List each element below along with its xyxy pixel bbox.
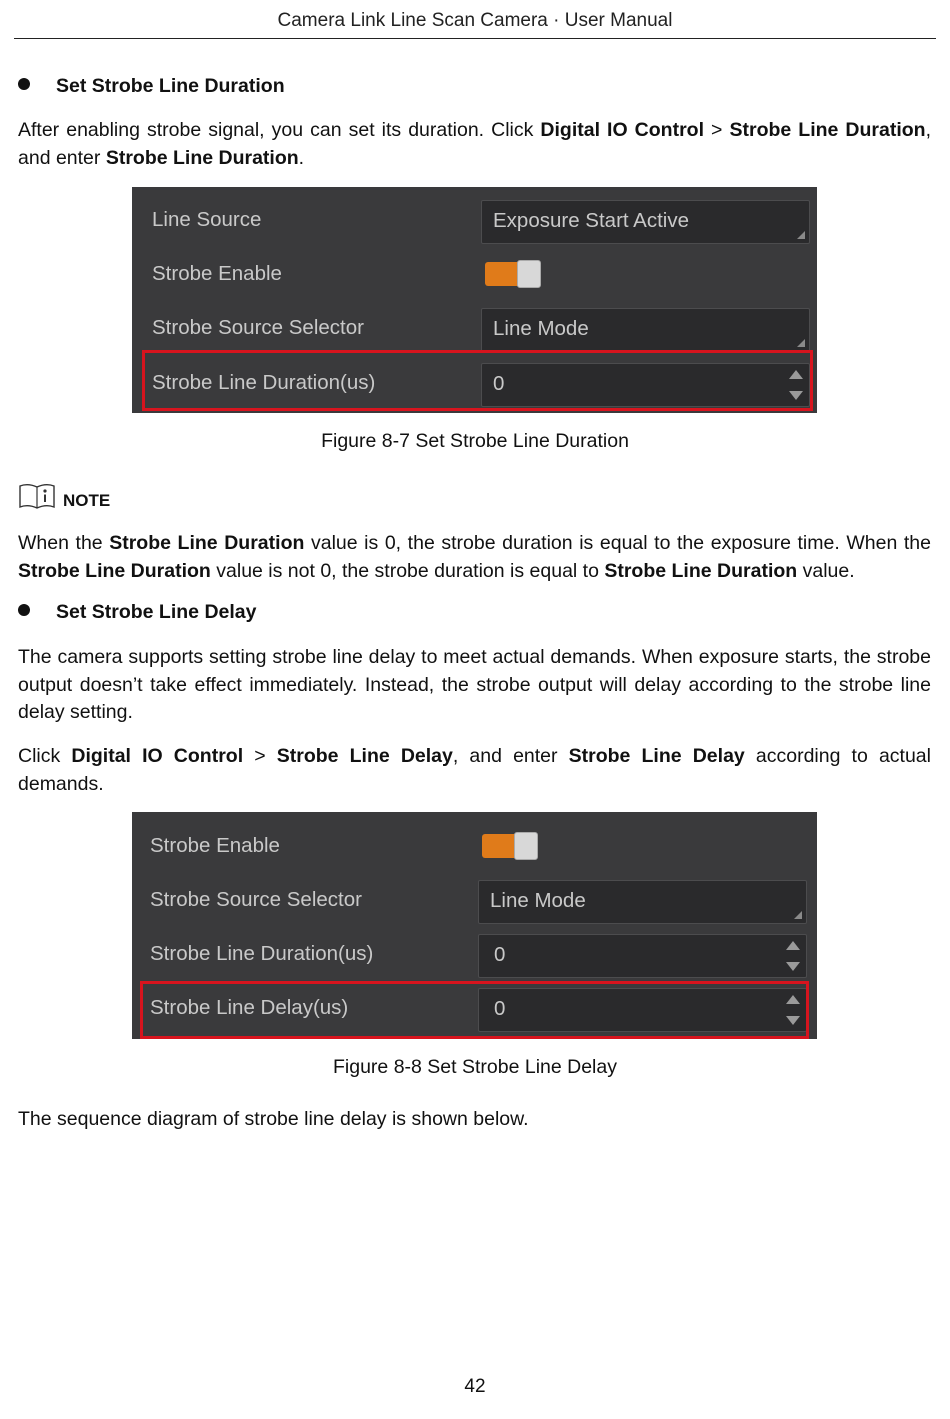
bold-run: Strobe Line Duration bbox=[109, 532, 305, 554]
section-heading-duration bbox=[18, 75, 918, 98]
text-run: value is not 0, the strobe duration is equal to bbox=[210, 559, 605, 582]
row-strobe-enable bbox=[132, 247, 817, 301]
text-run: . bbox=[298, 146, 305, 169]
strobe-line-delay-spinbox[interactable] bbox=[478, 988, 807, 1032]
row-strobe-line-delay bbox=[132, 981, 817, 1035]
line-source-dropdown[interactable] bbox=[481, 200, 810, 244]
toggle-track bbox=[485, 262, 521, 286]
text-run: , and enter bbox=[452, 745, 569, 767]
spin-arrows-icon[interactable] bbox=[789, 370, 803, 400]
page-number: 42 bbox=[464, 1376, 486, 1397]
row-label: Strobe Line Duration(us) bbox=[152, 371, 376, 394]
text-run: according to actual demands. bbox=[18, 745, 931, 795]
dropdown-value: Line Mode bbox=[490, 889, 586, 912]
closing-paragraph: The sequence diagram of strobe line delay is shown below. bbox=[18, 1108, 529, 1130]
settings-panel-figure-8-7 bbox=[132, 187, 817, 413]
dropdown-corner-icon bbox=[797, 231, 805, 239]
bold-run: Strobe Line Duration bbox=[18, 559, 211, 582]
section-heading-text: Set Strobe Line Duration bbox=[56, 75, 285, 97]
row-label: Strobe Source Selector bbox=[150, 888, 362, 911]
dropdown-value: Line Mode bbox=[493, 317, 589, 340]
text-run: > bbox=[243, 745, 277, 767]
section-heading-delay bbox=[18, 601, 918, 624]
text-run: , and enter bbox=[18, 119, 931, 169]
spin-up-icon bbox=[786, 995, 800, 1004]
bullet-dot bbox=[18, 604, 30, 616]
spin-down-icon bbox=[786, 962, 800, 971]
toggle-knob bbox=[517, 260, 541, 288]
section-heading-text: Set Strobe Line Delay bbox=[56, 601, 257, 623]
spin-down-icon bbox=[789, 391, 803, 400]
figure-caption: Figure 8-8 Set Strobe Line Delay bbox=[333, 1056, 617, 1078]
row-strobe-line-duration bbox=[132, 356, 817, 410]
row-label: Strobe Enable bbox=[152, 262, 282, 285]
strobe-enable-toggle[interactable] bbox=[485, 260, 543, 288]
strobe-line-duration-spinbox[interactable] bbox=[481, 363, 810, 407]
dropdown-corner-icon bbox=[794, 911, 802, 919]
row-strobe-enable bbox=[132, 819, 817, 873]
row-label: Strobe Line Duration(us) bbox=[150, 942, 374, 965]
spin-arrows-icon[interactable] bbox=[786, 995, 800, 1025]
row-strobe-line-duration bbox=[132, 927, 817, 981]
spinbox-value: 0 bbox=[494, 997, 506, 1020]
paragraph-duration-instructions bbox=[18, 117, 931, 172]
toggle-track bbox=[482, 834, 518, 858]
strobe-source-dropdown[interactable] bbox=[478, 880, 807, 924]
row-strobe-source-selector bbox=[132, 873, 817, 927]
dropdown-corner-icon bbox=[797, 339, 805, 347]
spin-arrows-icon[interactable] bbox=[786, 941, 800, 971]
bullet-dot bbox=[18, 78, 30, 90]
strobe-enable-toggle[interactable] bbox=[482, 832, 540, 860]
page-header: Camera Link Line Scan Camera · User Manual bbox=[277, 10, 673, 31]
bold-run: Strobe Line Delay bbox=[568, 745, 745, 767]
header-rule bbox=[14, 38, 936, 39]
bold-run: Strobe Line Duration bbox=[105, 146, 299, 169]
bold-run: Digital IO Control bbox=[540, 119, 704, 141]
text-run: Click bbox=[18, 745, 72, 767]
row-line-source bbox=[132, 193, 817, 247]
text-run: value. bbox=[797, 559, 855, 582]
row-strobe-source-selector bbox=[132, 301, 817, 355]
paragraph-delay-instructions bbox=[18, 743, 931, 798]
bold-run: Strobe Line Duration bbox=[604, 559, 798, 582]
spin-up-icon bbox=[789, 370, 803, 379]
figure-caption: Figure 8-7 Set Strobe Line Duration bbox=[321, 430, 629, 452]
spinbox-value: 0 bbox=[494, 943, 506, 966]
dropdown-value: Exposure Start Active bbox=[493, 209, 689, 232]
row-label: Strobe Enable bbox=[150, 834, 280, 857]
text-run: When the bbox=[18, 532, 110, 554]
note-paragraph bbox=[18, 530, 931, 585]
text-run: value is 0, the strobe duration is equal to the exposure time. When the bbox=[304, 532, 931, 554]
row-label: Strobe Line Delay(us) bbox=[150, 996, 349, 1019]
strobe-line-duration-spinbox[interactable] bbox=[478, 934, 807, 978]
toggle-knob bbox=[514, 832, 538, 860]
note-book-icon bbox=[18, 482, 56, 510]
spin-up-icon bbox=[786, 941, 800, 950]
row-label: Line Source bbox=[152, 208, 262, 231]
bold-run: Digital IO Control bbox=[71, 745, 244, 767]
settings-panel-figure-8-8 bbox=[132, 812, 817, 1039]
spin-down-icon bbox=[786, 1016, 800, 1025]
paragraph-delay-description: The camera supports setting strobe line delay to meet actual demands. When exposure starts, the strobe output doesn’t take effect immediately. Instead, the strobe output will delay according to the strobe line delay setting. bbox=[18, 646, 931, 723]
strobe-source-dropdown[interactable] bbox=[481, 308, 810, 352]
text-run: After enabling strobe signal, you can set its duration. Click bbox=[18, 119, 541, 141]
note-label: NOTE bbox=[63, 491, 111, 510]
row-label: Strobe Source Selector bbox=[152, 316, 364, 339]
bold-run: Strobe Line Delay bbox=[276, 745, 453, 767]
text-run: > bbox=[704, 119, 730, 141]
spinbox-value: 0 bbox=[493, 372, 505, 395]
bold-run: Strobe Line Duration bbox=[729, 119, 926, 141]
